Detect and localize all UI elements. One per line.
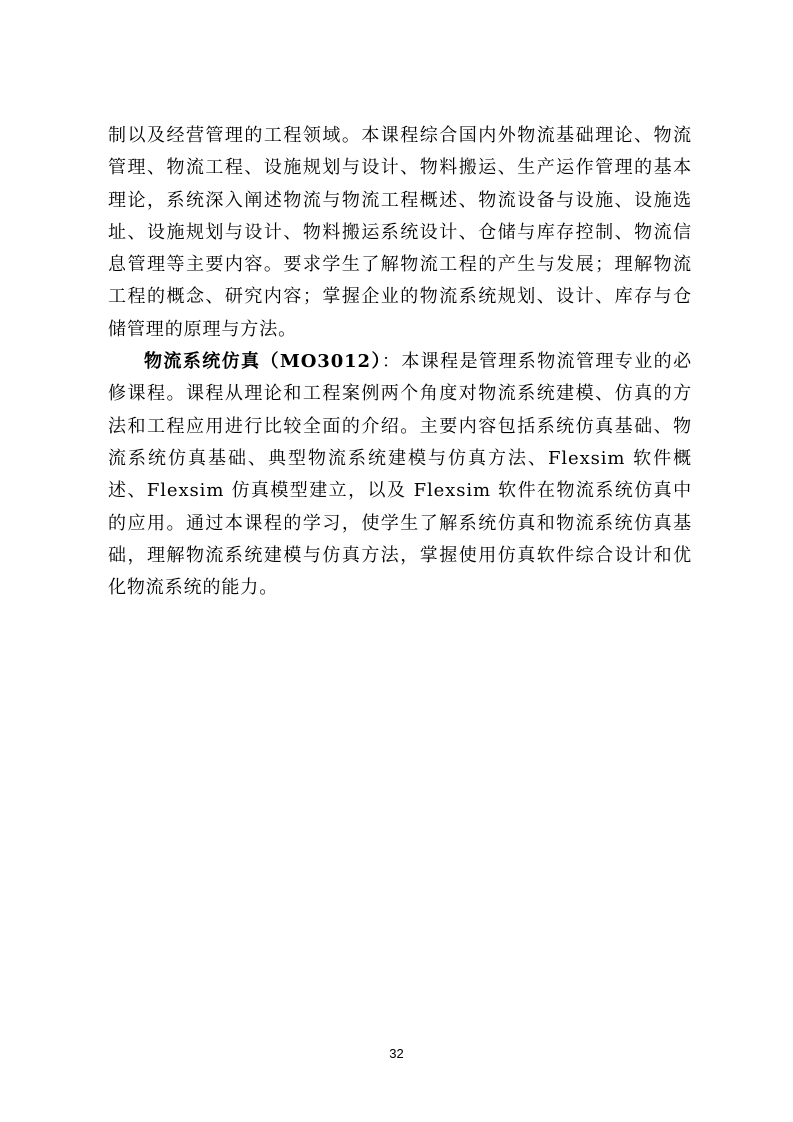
paragraph-logistics-simulation (108, 346, 692, 604)
page-number: 32 (389, 1046, 404, 1061)
paragraph-logistics-engineering-continued: 制以及经营管理的工程领域。本课程综合国内外物流基础理论、物流管理、物流工程、设施规划与设计、物料搬运、生产运作管理的基本理论，系统深入阐述物流与物流工程概述、物流设备与设施、设施选址、设施规划与设计、物料搬运系统设计、仓储与库存控制、物流信息管理等主要内容。要求学生了解物流工程的产生与发展；理解物流工程的概念、研究内容；掌握企业的物流系统规划、设计、库存与仓储管理的原理与方法。 (108, 125, 692, 340)
course-description-logistics-simulation: ：本课程是管理系物流管理专业的必修课程。课程从理论和工程案例两个角度对物流系统建模、仿真的方法和工程应用进行比较全面的介绍。主要内容包括系统仿真基础、物流系统仿真基础、典型物流系统建模与仿真方法、Flexsim 软件概述、Flexsim 仿真模型建立，以及 Flexsim 软件在物流系统仿真中的应用。通过本课程的学习，使学生了解系统仿真和物流系统仿真基础，理解物流系统建模与仿真方法，掌握使用仿真软件综合设计和优化物流系统的能力。 (108, 351, 692, 599)
page-content (108, 120, 692, 604)
course-title-logistics-simulation: 物流系统仿真（MO3012） (144, 351, 382, 373)
